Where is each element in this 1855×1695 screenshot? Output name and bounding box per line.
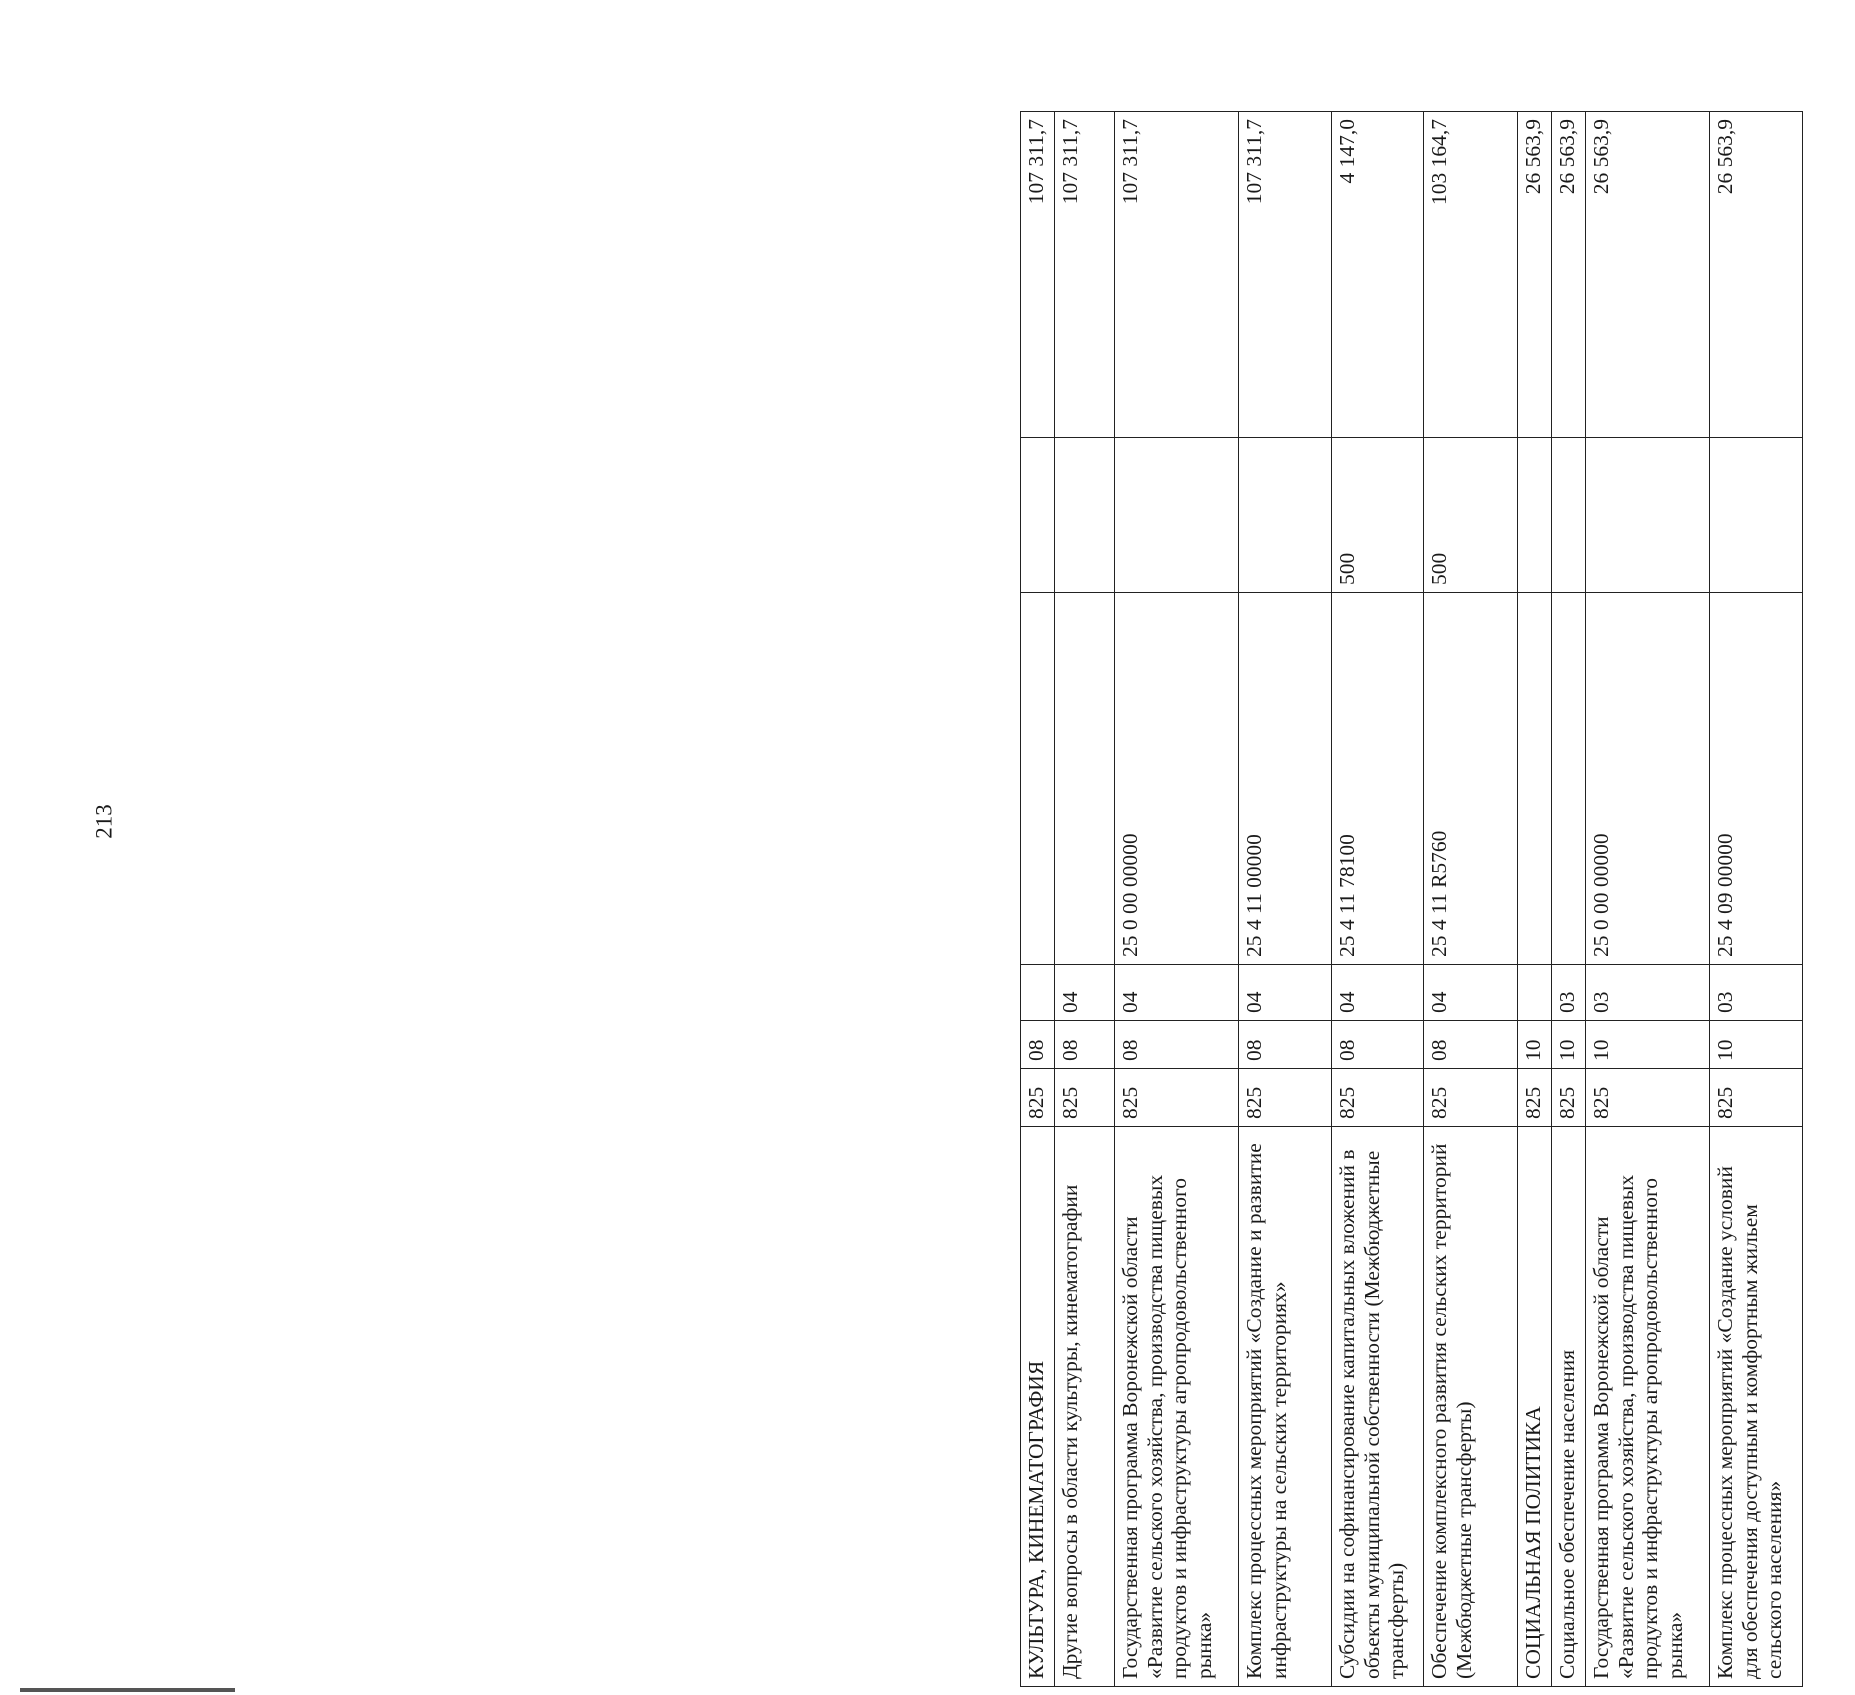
ved-cell: 825 bbox=[1021, 1069, 1055, 1127]
pr-cell: 04 bbox=[1239, 965, 1332, 1021]
pr-cell: 04 bbox=[1332, 965, 1424, 1021]
sum-cell: 107 311,7 bbox=[1239, 112, 1332, 438]
ved-cell: 825 bbox=[1424, 1069, 1518, 1127]
row-name-cell: Субсидии на софинансирование капитальных вложений в объекты муниципальной собственности (Межбюджетные трансферты) bbox=[1332, 1127, 1424, 1687]
pr-cell: 03 bbox=[1552, 965, 1586, 1021]
rz-cell: 10 bbox=[1552, 1021, 1586, 1069]
sum-cell: 26 563,9 bbox=[1518, 112, 1552, 438]
vr-cell bbox=[1239, 438, 1332, 593]
table-row bbox=[1586, 112, 1710, 1687]
sum-cell: 26 563,9 bbox=[1586, 112, 1710, 438]
ved-cell: 825 bbox=[1239, 1069, 1332, 1127]
table-row bbox=[1055, 112, 1115, 1687]
row-name-cell: Обеспечение комплексного развития сельских территорий (Межбюджетные трансферты) bbox=[1424, 1127, 1518, 1687]
pr-cell bbox=[1518, 965, 1552, 1021]
vr-cell bbox=[1518, 438, 1552, 593]
table-row bbox=[1710, 112, 1803, 1687]
budget-table bbox=[1020, 111, 1803, 1687]
pr-cell: 03 bbox=[1586, 965, 1710, 1021]
vr-cell bbox=[1115, 438, 1239, 593]
ved-cell: 825 bbox=[1332, 1069, 1424, 1127]
row-name-cell: Государственная программа Воронежской области «Развитие сельского хозяйства, производства пищевых продуктов и инфраструктуры агропродовольственного рынка» bbox=[1586, 1127, 1710, 1687]
sum-cell: 107 311,7 bbox=[1021, 112, 1055, 438]
rz-cell: 08 bbox=[1021, 1021, 1055, 1069]
ved-cell: 825 bbox=[1115, 1069, 1239, 1127]
ved-cell: 825 bbox=[1552, 1069, 1586, 1127]
vr-cell bbox=[1710, 438, 1803, 593]
table-row bbox=[1021, 112, 1055, 1687]
pr-cell: 04 bbox=[1115, 965, 1239, 1021]
sum-cell: 107 311,7 bbox=[1115, 112, 1239, 438]
table-row bbox=[1424, 112, 1518, 1687]
pr-cell: 04 bbox=[1055, 965, 1115, 1021]
sum-cell: 4 147,0 bbox=[1332, 112, 1424, 438]
rz-cell: 10 bbox=[1518, 1021, 1552, 1069]
ved-cell: 825 bbox=[1055, 1069, 1115, 1127]
vr-cell: 500 bbox=[1332, 438, 1424, 593]
rz-cell: 08 bbox=[1115, 1021, 1239, 1069]
sum-cell: 103 164,7 bbox=[1424, 112, 1518, 438]
pr-cell: 04 bbox=[1424, 965, 1518, 1021]
table-row bbox=[1518, 112, 1552, 1687]
vr-cell bbox=[1021, 438, 1055, 593]
row-name-cell: Комплекс процессных мероприятий «Создание и развитие инфраструктуры на сельских территориях» bbox=[1239, 1127, 1332, 1687]
rz-cell: 10 bbox=[1586, 1021, 1710, 1069]
table-row bbox=[1332, 112, 1424, 1687]
row-name-cell: Комплекс процессных мероприятий «Создание условий для обеспечения доступным и комфортным жильем сельского населения» bbox=[1710, 1127, 1803, 1687]
rz-cell: 10 bbox=[1710, 1021, 1803, 1069]
pr-cell: 03 bbox=[1710, 965, 1803, 1021]
row-name-cell: Государственная программа Воронежской области «Развитие сельского хозяйства, производства пищевых продуктов и инфраструктуры агропродовольственного рынка» bbox=[1115, 1127, 1239, 1687]
rz-cell: 08 bbox=[1332, 1021, 1424, 1069]
ved-cell: 825 bbox=[1710, 1069, 1803, 1127]
table-row bbox=[1115, 112, 1239, 1687]
row-name-cell: КУЛЬТУРА, КИНЕМАТОГРАФИЯ bbox=[1021, 1127, 1055, 1687]
csr-cell: 25 4 11 00000 bbox=[1239, 593, 1332, 965]
csr-cell: 25 4 11 R5760 bbox=[1424, 593, 1518, 965]
ved-cell: 825 bbox=[1518, 1069, 1552, 1127]
table-row bbox=[1239, 112, 1332, 1687]
csr-cell: 25 4 11 78100 bbox=[1332, 593, 1424, 965]
csr-cell bbox=[1055, 593, 1115, 965]
rz-cell: 08 bbox=[1055, 1021, 1115, 1069]
row-name-cell: Социальное обеспечение населения bbox=[1552, 1127, 1586, 1687]
row-name-cell: Другие вопросы в области культуры, кинематографии bbox=[1055, 1127, 1115, 1687]
sum-cell: 26 563,9 bbox=[1552, 112, 1586, 438]
page-number: 213 bbox=[91, 804, 117, 839]
csr-cell bbox=[1552, 593, 1586, 965]
sum-cell: 107 311,7 bbox=[1055, 112, 1115, 438]
row-name-cell: СОЦИАЛЬНАЯ ПОЛИТИКА bbox=[1518, 1127, 1552, 1687]
budget-table-container bbox=[1020, 112, 1855, 1687]
rz-cell: 08 bbox=[1239, 1021, 1332, 1069]
csr-cell: 25 4 09 00000 bbox=[1710, 593, 1803, 965]
vr-cell bbox=[1055, 438, 1115, 593]
rz-cell: 08 bbox=[1424, 1021, 1518, 1069]
csr-cell: 25 0 00 00000 bbox=[1586, 593, 1710, 965]
csr-cell bbox=[1518, 593, 1552, 965]
vr-cell bbox=[1552, 438, 1586, 593]
vr-cell bbox=[1586, 438, 1710, 593]
ved-cell: 825 bbox=[1586, 1069, 1710, 1127]
footer-rule bbox=[20, 1688, 235, 1692]
csr-cell: 25 0 00 00000 bbox=[1115, 593, 1239, 965]
table-row bbox=[1552, 112, 1586, 1687]
sum-cell: 26 563,9 bbox=[1710, 112, 1803, 438]
vr-cell: 500 bbox=[1424, 438, 1518, 593]
pr-cell bbox=[1021, 965, 1055, 1021]
csr-cell bbox=[1021, 593, 1055, 965]
